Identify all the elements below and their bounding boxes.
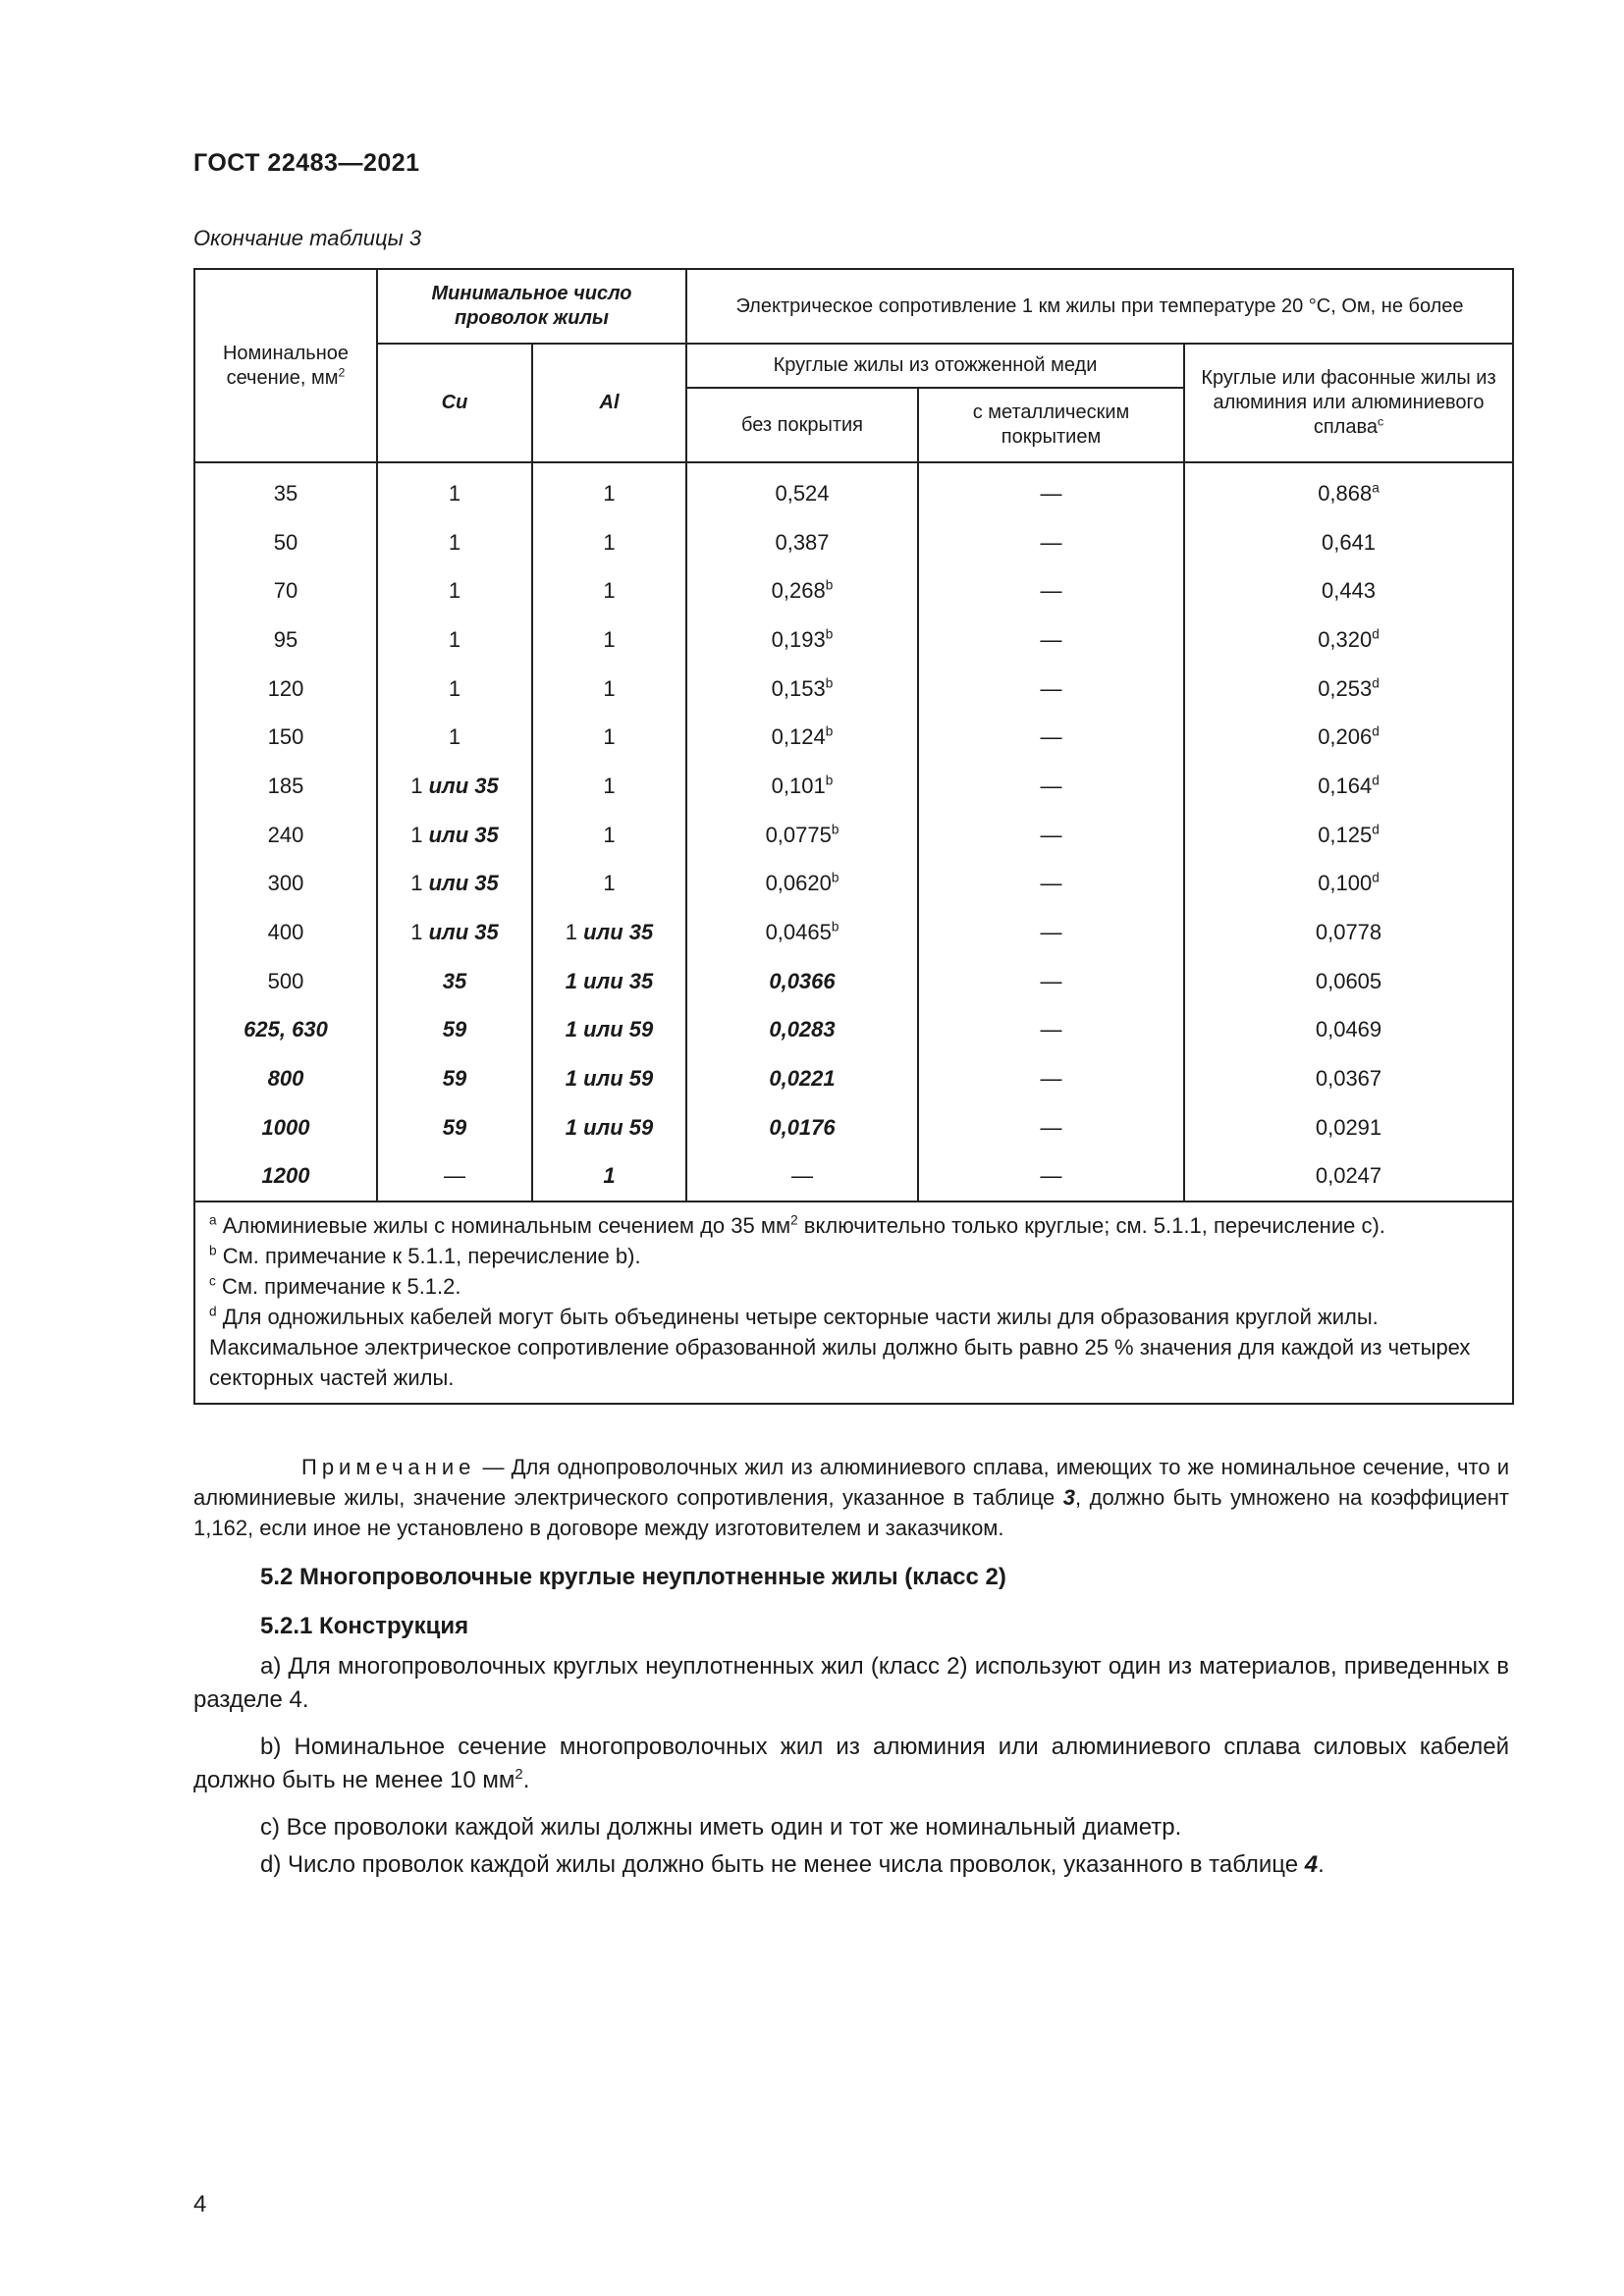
footnote-ref: b [831, 919, 839, 934]
header-metal-coated: с металлическим покрытием [918, 388, 1184, 462]
page-number: 4 [193, 2191, 207, 2217]
cell-cu: 1 или 35 [377, 762, 532, 811]
header-nominal-section: Номинальное сечение, $мм^2$ [194, 269, 377, 462]
cell-aluminium: 0,0605 [1184, 957, 1513, 1006]
cell-al: 1 или 35 [532, 908, 686, 957]
cell-uncoated: 0,193$^b$ [686, 615, 918, 665]
item-c: c) Все проволоки каждой жилы должны иметь один и тот же номинальный диаметр. [260, 1814, 1182, 1841]
table-row [194, 1103, 1513, 1152]
footnote-ref: b [825, 773, 834, 788]
cell-cu: 1 [377, 615, 532, 665]
cell-uncoated: 0,0221 [686, 1054, 918, 1103]
table-row [194, 762, 1513, 811]
cell-al: 1 [532, 811, 686, 860]
footnote-ref: d [1372, 822, 1380, 837]
table-row [194, 811, 1513, 860]
cell-size: 120 [194, 665, 377, 714]
header-aluminium: Круглые или фасонные жилы из алюминия или алюминиевого сплава$^c$ [1184, 344, 1513, 462]
table-row [194, 957, 1513, 1006]
cell-cu: 1 или 35 [377, 811, 532, 860]
cell-metal-coated: — [918, 957, 1184, 1006]
table-caption: Окончание таблицы 3 [193, 226, 422, 250]
footnote-mark: b [209, 1243, 217, 1258]
cell-aluminium: 0,443 [1184, 566, 1513, 615]
cell-size: 185 [194, 762, 377, 811]
footnote-ref: d [1372, 626, 1380, 642]
cell-metal-coated: — [918, 615, 1184, 665]
footnote-sup: 2 [790, 1212, 798, 1228]
cell-aluminium: 0,641 [1184, 518, 1513, 567]
cell-uncoated: 0,268$^b$ [686, 566, 918, 615]
cell-size: 50 [194, 518, 377, 567]
footnote-mark: a [209, 1212, 217, 1228]
header-min-wires: Минимальное число проволок жилы [377, 269, 686, 344]
cell-metal-coated: — [918, 665, 1184, 714]
table-row [194, 566, 1513, 615]
cell-al: 1 [532, 860, 686, 909]
footnote-ref: a [1372, 480, 1380, 496]
header-uncoated: без покрытия [686, 388, 918, 462]
cell-cu: 1 [377, 713, 532, 762]
footnote-ref: d [1372, 675, 1380, 691]
cell-uncoated: 0,387 [686, 518, 918, 567]
cell-size: 400 [194, 908, 377, 957]
table-row [194, 518, 1513, 567]
footnote-ref: b [825, 723, 834, 739]
cell-uncoated: 0,0620$^b$ [686, 860, 918, 909]
cell-size: 800 [194, 1054, 377, 1103]
cell-metal-coated: — [918, 1054, 1184, 1103]
cell-cu-alt: или 35 [428, 920, 499, 945]
cell-al: 1 или 59 [532, 1054, 686, 1103]
cell-al: 1 [532, 518, 686, 567]
cell-size: 240 [194, 811, 377, 860]
cell-al: 1 [532, 762, 686, 811]
cell-aluminium: 0,0291 [1184, 1103, 1513, 1152]
cell-cu: 35 [377, 957, 532, 1006]
cell-aluminium: 0,868$^a$ [1184, 462, 1513, 518]
cell-cu: 59 [377, 1103, 532, 1152]
table-row [194, 1152, 1513, 1202]
cell-aluminium: 0,0367 [1184, 1054, 1513, 1103]
cell-al: 1 [532, 713, 686, 762]
footnote-ref: b [825, 626, 834, 642]
cell-cu: 1 [377, 665, 532, 714]
cell-aluminium: 0,0469 [1184, 1006, 1513, 1055]
cell-aluminium: 0,164$^d$ [1184, 762, 1513, 811]
footnote: $^c$ См. примечание к 5.1.2. [209, 1273, 461, 1300]
cell-cu: 59 [377, 1054, 532, 1103]
cell-al: 1 [532, 566, 686, 615]
cell-al-alt: или 35 [583, 920, 654, 945]
cell-aluminium: 0,320$^d$ [1184, 615, 1513, 665]
cell-al: 1 или 35 [532, 957, 686, 1006]
cell-size: 1200 [194, 1152, 377, 1202]
item-a: a) Для многопроволочных круглых неуплотненных жил (класс 2) используют один из материалов, приведенных в разделе 4. [193, 1653, 1509, 1713]
cell-metal-coated: — [918, 462, 1184, 518]
table-row [194, 713, 1513, 762]
cell-cu: 59 [377, 1006, 532, 1055]
cell-uncoated: 0,124$^b$ [686, 713, 918, 762]
cell-al: 1 или 59 [532, 1006, 686, 1055]
cell-metal-coated: — [918, 566, 1184, 615]
cell-cu-alt: или 35 [428, 773, 499, 798]
cell-size: 500 [194, 957, 377, 1006]
header-resistance: Электрическое сопротивление 1 км жилы при температуре 20 °C, Ом, не более [686, 269, 1513, 344]
cell-uncoated: 0,524 [686, 462, 918, 518]
footnote: $^a$ Алюминиевые жилы с номинальным сечением до 35 $мм^2$ включительно только круглые; см. 5.1.1, перечисление c). [209, 1212, 1385, 1239]
resistance-table [193, 268, 1514, 1405]
cell-uncoated: — [686, 1152, 918, 1202]
cell-aluminium: 0,125$^d$ [1184, 811, 1513, 860]
table-row [194, 1006, 1513, 1055]
cell-size: 70 [194, 566, 377, 615]
cell-al: 1 [532, 1152, 686, 1202]
footnote-ref: d [1372, 723, 1380, 739]
cell-cu: — [377, 1152, 532, 1202]
cell-metal-coated: — [918, 713, 1184, 762]
cell-metal-coated: — [918, 762, 1184, 811]
cell-uncoated: 0,0465$^b$ [686, 908, 918, 957]
header-al: Al [532, 344, 686, 462]
cell-metal-coated: — [918, 518, 1184, 567]
footnote-ref: b [825, 675, 834, 691]
cell-aluminium: 0,206$^d$ [1184, 713, 1513, 762]
table-row [194, 615, 1513, 665]
cell-size: 35 [194, 462, 377, 518]
cell-aluminium: 0,253$^d$ [1184, 665, 1513, 714]
cell-metal-coated: — [918, 908, 1184, 957]
cell-metal-coated: — [918, 1006, 1184, 1055]
footnote: $^d$ Для одножильных кабелей могут быть объединены четыре секторные части жилы для образования круглой жилы. Максимальное электрическое сопротивление образованной жилы должно быть равно 25 % значения для каждой из четырех секторных частей жилы. [209, 1304, 1471, 1391]
footnote-ref: d [1372, 773, 1380, 788]
cell-uncoated: 0,0176 [686, 1103, 918, 1152]
cell-size: 300 [194, 860, 377, 909]
cell-cu: 1 [377, 518, 532, 567]
item-d: d) Число проволок каждой жилы должно быть не менее числа проволок, указанного в таблице 4. [260, 1851, 1325, 1878]
cell-cu: 1 или 35 [377, 908, 532, 957]
cell-uncoated: 0,0366 [686, 957, 918, 1006]
cell-cu: 1 [377, 462, 532, 518]
footnote-mark: c [209, 1273, 216, 1289]
cell-metal-coated: — [918, 1103, 1184, 1152]
cell-size: 95 [194, 615, 377, 665]
cell-al: 1 [532, 462, 686, 518]
footnote-ref: b [825, 577, 834, 593]
cell-uncoated: 0,101$^b$ [686, 762, 918, 811]
footnote-ref: d [1372, 871, 1380, 886]
cell-metal-coated: — [918, 1152, 1184, 1202]
table-row [194, 462, 1513, 518]
cell-uncoated: 0,0775$^b$ [686, 811, 918, 860]
header-cu: Cu [377, 344, 532, 462]
item-b: b) Номинальное сечение многопроволочных жил из алюминия или алюминиевого сплава силовых кабелей должно быть не менее 10 $мм^2$. [193, 1734, 1509, 1793]
table-footnotes [194, 1201, 1513, 1404]
table-row [194, 665, 1513, 714]
cell-aluminium: 0,0778 [1184, 908, 1513, 957]
footnote: $^b$ См. примечание к 5.1.1, перечисление b). [209, 1243, 641, 1269]
table-row [194, 1054, 1513, 1103]
cell-cu: 1 [377, 566, 532, 615]
section-5-2-title: 5.2 Многопроволочные круглые неуплотненные жилы (класс 2) [260, 1564, 1006, 1590]
footnote-ref: b [831, 871, 839, 886]
footnote-ref: b [831, 822, 839, 837]
cell-aluminium: 0,0247 [1184, 1152, 1513, 1202]
cell-size: 1000 [194, 1103, 377, 1152]
cell-uncoated: 0,0283 [686, 1006, 918, 1055]
cell-size: 150 [194, 713, 377, 762]
table-row [194, 908, 1513, 957]
header-copper-group: Круглые жилы из отожженной меди [686, 344, 1184, 388]
cell-metal-coated: — [918, 811, 1184, 860]
table-row [194, 860, 1513, 909]
cell-al: 1 или 59 [532, 1103, 686, 1152]
cell-size: 625, 630 [194, 1006, 377, 1055]
standard-id: ГОСТ 22483—2021 [193, 149, 420, 177]
table-note: Примечание — Для однопроволочных жил из алюминиевого сплава, имеющих то же номинальное сечение, что и алюминиевые жилы, значение электрического сопротивления, указанное в таблице 3, должно быть умножено на коэффициент 1,162, если иное не установлено в договоре между изготовителем и заказчиком. [193, 1455, 1509, 1540]
section-5-2-1-title: 5.2.1 Конструкция [260, 1613, 469, 1639]
cell-cu-alt: или 35 [428, 822, 499, 847]
footnote-mark: d [209, 1304, 217, 1319]
cell-al: 1 [532, 665, 686, 714]
cell-al: 1 [532, 615, 686, 665]
cell-cu: 1 или 35 [377, 860, 532, 909]
cell-metal-coated: — [918, 860, 1184, 909]
cell-uncoated: 0,153$^b$ [686, 665, 918, 714]
cell-cu-alt: или 35 [428, 871, 499, 896]
cell-aluminium: 0,100$^d$ [1184, 860, 1513, 909]
